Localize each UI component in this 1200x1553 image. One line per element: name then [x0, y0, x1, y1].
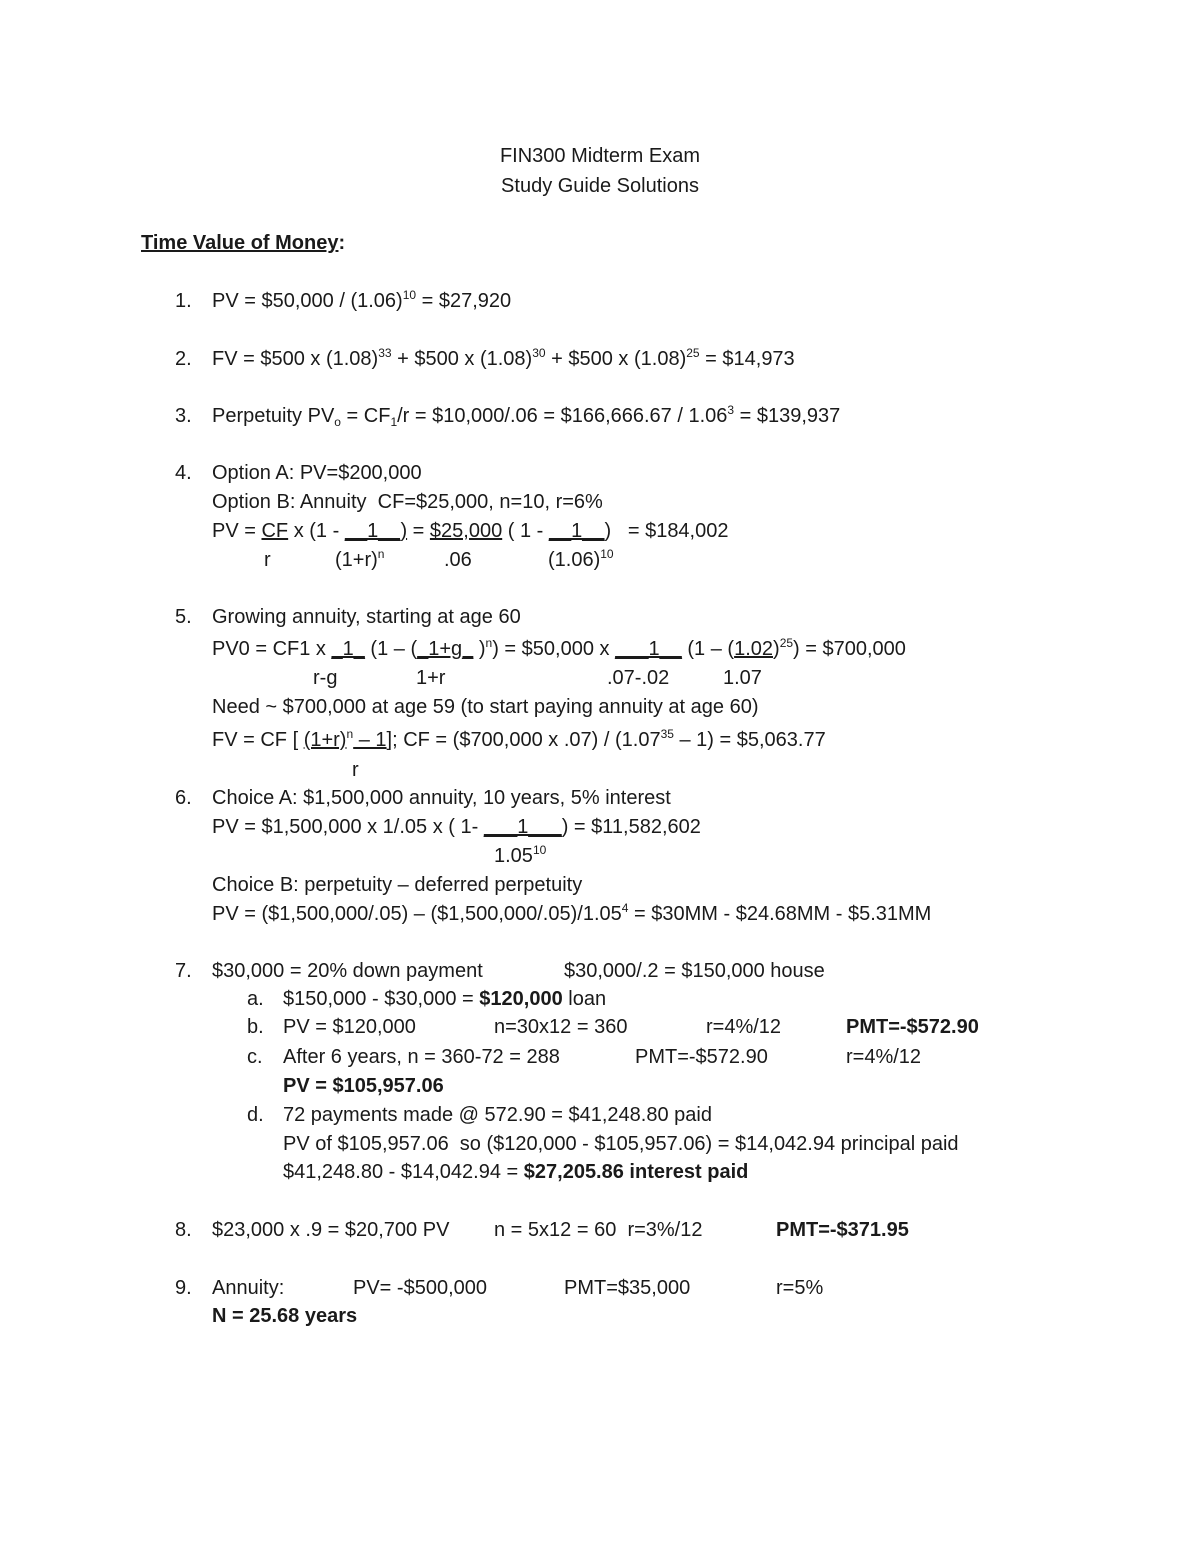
q5-formula-a: PV0 = CF1 x — [212, 638, 332, 660]
q7d-interest-text: $41,248.80 - $14,042.94 = — [283, 1161, 524, 1183]
q6-choice-b: Choice B: perpetuity – deferred perpetuity — [212, 874, 583, 896]
q7-number: 7. — [175, 960, 192, 982]
q5-fv-exponent-35: 35 — [660, 727, 674, 741]
q6-formula-a — [212, 815, 701, 839]
q7c-r: r=4%/12 — [846, 1046, 922, 1068]
q6-denominator — [494, 844, 546, 868]
q4-denominator-06: .06 — [444, 549, 472, 571]
q7d-interest-amount: $27,205.86 — [523, 1161, 624, 1183]
q7a-line — [283, 987, 606, 1011]
section-heading-colon: : — [338, 232, 346, 254]
q8-n-r: n = 5x12 = 60 r=3%/12 — [494, 1219, 703, 1241]
q5-fv-exponent-n: n — [346, 727, 354, 741]
q7a-loan-label: loan — [562, 988, 607, 1010]
q6-formula-b-result: = $30MM - $24.68MM - $5.31MM — [628, 903, 932, 925]
q2-exponent-b: 30 — [532, 346, 546, 360]
q4-formula-a: PV = — [212, 520, 262, 542]
q6-formula-a-frac: ___1___ — [483, 816, 562, 838]
q8-pv: $23,000 x .9 = $20,700 PV — [212, 1219, 450, 1241]
q5-denominator-diff: .07-.02 — [607, 667, 670, 689]
q5-formula-h: (1 – ( — [681, 638, 735, 660]
q2-text-d: = $14,973 — [699, 348, 795, 370]
q7a-loan-amount: $120,000 — [479, 988, 563, 1010]
q5-formula-frac-a: _1_ — [331, 638, 365, 660]
q4-number: 4. — [175, 462, 192, 484]
q5-fv-d: ]; CF = ($700,000 x .07) / (1.07 — [386, 729, 661, 751]
q5-fv-b: (1+r) — [303, 729, 347, 751]
q5-formula-j: ) — [773, 638, 780, 660]
q1-number: 1. — [175, 290, 192, 312]
q5-number: 5. — [175, 606, 192, 628]
q5-formula-frac-c: ___1__ — [615, 638, 682, 660]
q1-exponent: 10 — [402, 288, 417, 302]
q7a-text: $150,000 - $30,000 = — [283, 988, 480, 1010]
q5-formula-exponent-n: n — [485, 636, 493, 650]
q5-formula-frac-d: 1.02 — [734, 638, 774, 660]
q5-formula-frac-b: _1+g_ — [417, 638, 474, 660]
q4-formula-c: x (1 - — [288, 520, 345, 542]
q7b-n: n=30x12 = 360 — [494, 1016, 628, 1038]
q4-denominator-1r — [335, 548, 384, 572]
q7d-interest — [283, 1160, 748, 1184]
q4-formula-result: ) = $184,002 — [604, 520, 729, 542]
q4-formula-frac-a: __1__) — [344, 520, 408, 542]
q2-text-a: FV = $500 x (1.08) — [212, 348, 379, 370]
q6-formula-b-exponent: 4 — [621, 901, 629, 915]
q5-denominator-r: r — [352, 759, 359, 781]
q9-pv: PV= -$500,000 — [353, 1277, 487, 1299]
q9-label: Annuity: — [212, 1277, 285, 1299]
q1-text-b: = $27,920 — [416, 290, 512, 312]
q7c-pv: PV = $105,957.06 — [283, 1075, 444, 1097]
document-subtitle: Study Guide Solutions — [501, 175, 699, 197]
q6-formula-b-text: PV = ($1,500,000/.05) – ($1,500,000/.05)/1.05 — [212, 903, 622, 925]
q6-number: 6. — [175, 787, 192, 809]
q6-denominator-text: 1.05 — [494, 845, 533, 867]
q9-number: 9. — [175, 1277, 192, 1299]
q6-choice-a: Choice A: $1,500,000 annuity, 10 years, 5% interest — [212, 787, 671, 809]
q3-subscript-b: 1 — [390, 415, 398, 429]
q4-option-b: Option B: Annuity CF=$25,000, n=10, r=6% — [212, 491, 603, 513]
q3-number: 3. — [175, 405, 192, 427]
q4-denominator-1r-exponent: n — [377, 547, 385, 561]
q1-line — [212, 289, 511, 313]
document-title: FIN300 Midterm Exam — [499, 145, 701, 167]
q3-text-b: = CF — [340, 405, 391, 427]
q9-result: N = 25.68 years — [212, 1305, 358, 1327]
q5-line3: Need ~ $700,000 at age 59 (to start paying annuity at age 60) — [212, 696, 759, 718]
q2-number: 2. — [175, 348, 192, 370]
q3-text-d: = $139,937 — [734, 405, 841, 427]
q2-exponent-c: 25 — [686, 346, 700, 360]
q7c-n: After 6 years, n = 360-72 = 288 — [283, 1046, 560, 1068]
q2-exponent-a: 33 — [378, 346, 392, 360]
q7-down-payment: $30,000 = 20% down payment — [212, 960, 483, 982]
q8-number: 8. — [175, 1219, 192, 1241]
q3-subscript-a: o — [334, 415, 341, 429]
q7d-payments: 72 payments made @ 572.90 = $41,248.80 paid — [283, 1104, 712, 1126]
q6-formula-a-text: PV = $1,500,000 x 1/.05 x ( 1- — [212, 816, 484, 838]
q7a-letter: a. — [247, 988, 264, 1010]
q5-line1: Growing annuity, starting at age 60 — [212, 606, 521, 628]
q6-denominator-exponent: 10 — [532, 843, 547, 857]
q5-fv-result: – 1) = $5,063.77 — [673, 729, 826, 751]
q4-option-a: Option A: PV=$200,000 — [212, 462, 422, 484]
q4-denominator-106-text: (1.06) — [548, 549, 601, 571]
q6-formula-b — [212, 902, 931, 926]
q3-exponent: 3 — [727, 403, 735, 417]
q2-line — [212, 347, 795, 371]
q5-formula-e: ) — [473, 638, 486, 660]
q5-fv-c: – 1 — [353, 729, 387, 751]
q7b-pv: PV = $120,000 — [283, 1016, 416, 1038]
q5-formula-exponent-25: 25 — [779, 636, 794, 650]
section-heading — [141, 231, 345, 255]
q5-denominator-rg: r-g — [313, 667, 338, 689]
q6-formula-a-result: ) = $11,582,602 — [561, 816, 701, 838]
q9-r: r=5% — [776, 1277, 824, 1299]
q3-text-a: Perpetuity PV — [212, 405, 335, 427]
q5-fv-a: FV = CF [ — [212, 729, 304, 751]
q4-denominator-1r-text: (1+r) — [335, 549, 378, 571]
q3-line — [212, 404, 840, 428]
q8-pmt: PMT=-$371.95 — [776, 1219, 909, 1241]
q2-text-b: + $500 x (1.08) — [391, 348, 533, 370]
q5-denominator-1r: 1+r — [416, 667, 446, 689]
q9-pmt: PMT=$35,000 — [564, 1277, 691, 1299]
q5-denominator-107: 1.07 — [723, 667, 762, 689]
q7d-principal: PV of $105,957.06 so ($120,000 - $105,957.06) = $14,042.94 principal paid — [283, 1133, 959, 1155]
q4-formula-frac-b: __1__ — [548, 520, 605, 542]
q1-text-a: PV = $50,000 / (1.06) — [212, 290, 403, 312]
q5-fv-formula — [212, 728, 826, 752]
q7b-letter: b. — [247, 1016, 264, 1038]
q7b-r: r=4%/12 — [706, 1016, 782, 1038]
q4-formula-g: ( 1 - — [502, 520, 549, 542]
q5-formula-f: ) = $50,000 x — [492, 638, 616, 660]
q7b-pmt: PMT=-$572.90 — [846, 1016, 979, 1038]
q2-text-c: + $500 x (1.08) — [545, 348, 687, 370]
q7d-interest-label: interest paid — [623, 1161, 749, 1183]
q5-formula — [212, 637, 906, 661]
q4-denominator-r: r — [264, 549, 271, 571]
q5-formula-result: ) = $700,000 — [793, 638, 906, 660]
q4-denominator-106 — [548, 548, 614, 572]
q7c-letter: c. — [247, 1046, 263, 1068]
q3-text-c: /r = $10,000/.06 = $166,666.67 / 1.06 — [397, 405, 728, 427]
q4-denominator-106-exponent: 10 — [600, 547, 614, 561]
q4-formula-cf: CF — [261, 520, 289, 542]
q4-formula-cf-value: $25,000 — [429, 520, 503, 542]
q4-formula — [212, 519, 728, 543]
q7d-letter: d. — [247, 1104, 264, 1126]
section-heading-text: Time Value of Money — [141, 232, 339, 254]
q4-formula-e: = — [407, 520, 430, 542]
q5-formula-c: (1 – ( — [364, 638, 418, 660]
q7c-pmt: PMT=-$572.90 — [635, 1046, 768, 1068]
q7-house-price: $30,000/.2 = $150,000 house — [564, 960, 825, 982]
